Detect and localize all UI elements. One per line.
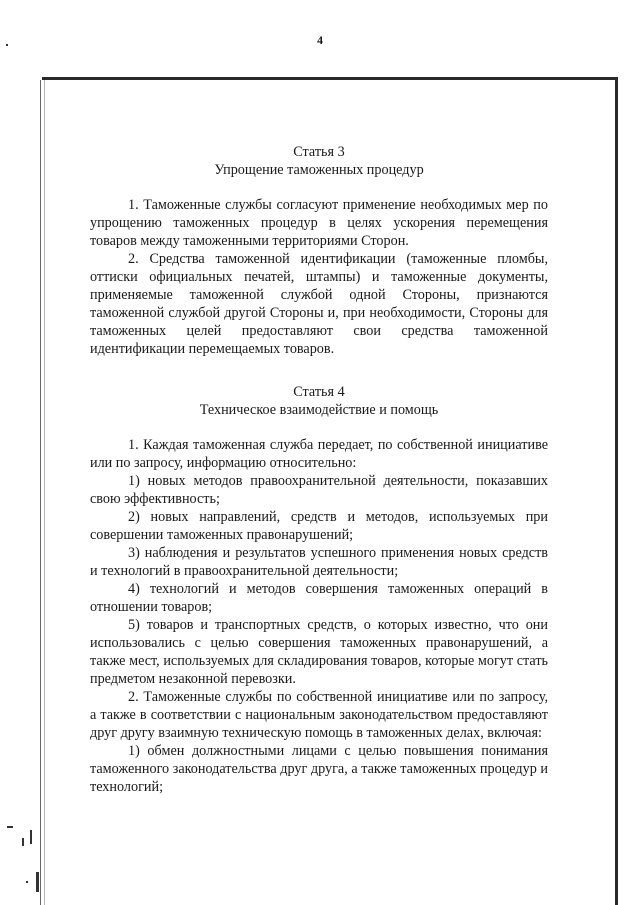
page-frame-left-border: [40, 80, 41, 905]
article-4-item-5: 5) товаров и транспортных средств, о которых известно, что они использовались с целью совершения таможенных правонарушений, а также мест, используемых для складирования товаров, которые могут стать предметом незаконной перевозки.: [90, 617, 548, 687]
article-3-paragraph-1: 1. Таможенные службы согласуют применение необходимых мер по упрощению таможенных процедур в целях ускорения перемещения товаров между таможенными территориями Сторон.: [90, 197, 548, 249]
page-frame-right-border: [615, 77, 618, 905]
article-4-item-4: 4) технологий и методов совершения таможенных операций в отношении товаров;: [90, 581, 548, 615]
article-3-paragraph-2: 2. Средства таможенной идентификации (таможенные пломбы, оттиски официальных печатей, штампы) и таможенные документы, применяемые таможенной службой одной Стороны, признаются таможенной службой другой Стороны и, при необходимости, Стороны для таможенных целей предоставляют свои средства таможенной идентификации перемещаемых товаров.: [90, 251, 548, 357]
article-4-paragraph-2: 2. Таможенные службы по собственной инициативе или по запросу, а также в соответствии с национальным законодательством предоставляют друг другу взаимную техническую помощь в таможенных делах, включая:: [90, 689, 548, 741]
page-frame-left-inner-border: [44, 80, 45, 905]
page-frame-top-border: [42, 77, 618, 80]
scan-speck: [7, 826, 13, 828]
article-4-subtitle: Техническое взаимодействие и помощь: [199, 402, 439, 418]
scan-speck: [6, 44, 8, 46]
article-4-title: Статья 4: [293, 384, 345, 400]
scan-speck: [26, 881, 28, 883]
article-4-paragraph-1: 1. Каждая таможенная служба передает, по собственной инициативе или по запросу, информацию относительно:: [90, 437, 548, 471]
scan-speck: [30, 830, 32, 844]
article-4-item-2: 2) новых направлений, средств и методов, используемых при совершении таможенных правонарушений;: [90, 509, 548, 543]
article-4-paragraph-2-item-1: 1) обмен должностными лицами с целью повышения понимания таможенного законодательства друг друга, а также таможенных процедур и технологий;: [90, 743, 548, 795]
page-number: 4: [317, 33, 323, 47]
article-4-item-3: 3) наблюдения и результатов успешного применения новых средств и технологий в правоохранительной деятельности;: [90, 545, 548, 579]
document-body: [90, 143, 548, 796]
article-3-title: Статья 3: [293, 144, 345, 160]
article-3-subtitle: Упрощение таможенных процедур: [214, 162, 424, 178]
scan-speck: [36, 872, 39, 892]
article-4-item-1: 1) новых методов правоохранительной деятельности, показавших свою эффективность;: [90, 473, 548, 507]
scan-speck: [22, 838, 24, 846]
